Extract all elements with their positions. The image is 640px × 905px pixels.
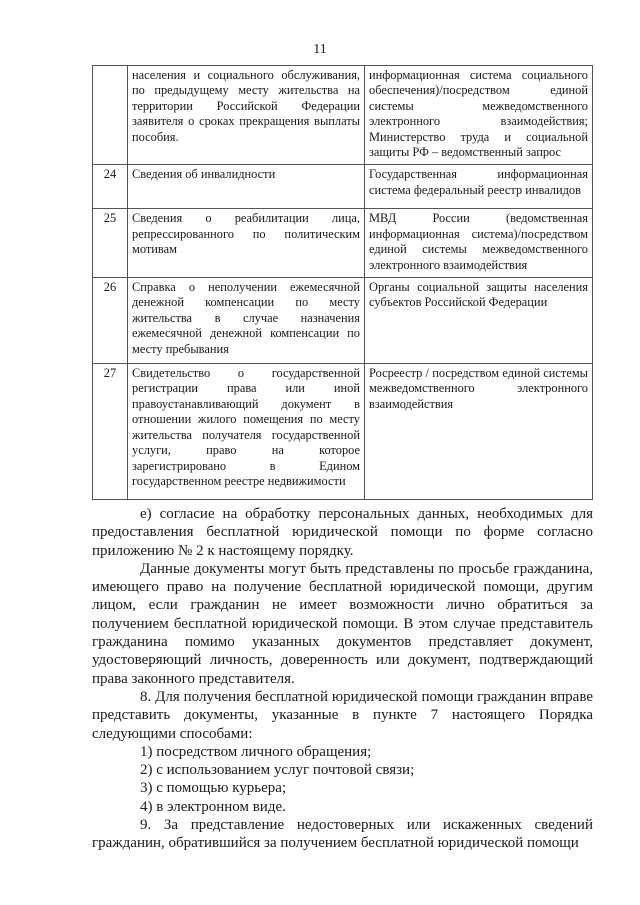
table-row [93,278,593,364]
table-row [93,209,593,278]
documents-table [92,65,593,500]
document-source: информационная система социального обеспечения)/посредством единой системы межведомственного электронного взаимодействия; Министерство труда и социальной защиты РФ – ведомственный запрос [365,66,593,165]
table-row [93,364,593,500]
table-row [93,66,593,165]
document-name: Сведения о реабилитации лица, репрессированного по политическим мотивам [128,209,365,278]
document-source: МВД России (ведомственная информационная система)/посредством единой системы межведомственного электронного взаимодействия [365,209,593,278]
document-name: Свидетельство о государственной регистрации права или иной правоустанавливающий документ в отношении жилого помещения по месту жительства получателя государственной услуги, право на которое зарегистрировано в Едином государственном реестре недвижимости [128,364,365,500]
consent-paragraph: е) согласие на обработку персональных данных, необходимых для предоставления бесплатной юридической помощи по форме согласно приложению № 2 к настоящему порядку. [92,506,593,559]
list-item: 3) с помощью курьера; [140,780,287,797]
list-item: 1) посредством личного обращения; [140,743,372,760]
row-number [93,66,128,165]
list-item: 4) в электронном виде. [140,798,286,815]
page-number: 11 [313,42,327,57]
list-item: 2) с использованием услуг почтовой связи; [140,762,415,779]
document-name: населения и социального обслуживания, по предыдущему месту жительства на территории Российской Федерации заявителя о сроках прекращения выплаты пособия. [128,66,365,165]
liability-paragraph: 9. За представление недостоверных или искаженных сведений гражданин, обратившийся за получением бесплатной юридической помощи [92,817,593,852]
document-source: Государственная информационная система федеральный реестр инвалидов [365,165,593,209]
body-text [92,505,593,853]
document-source: Росреестр / посредством единой системы межведомственного электронного взаимодействия [365,364,593,500]
table-row [93,165,593,209]
document-source: Органы социальной защиты населения субъектов Российской Федерации [365,278,593,364]
row-number: 25 [93,209,128,278]
row-number: 24 [93,165,128,209]
row-number: 26 [93,278,128,364]
document-name: Справка о неполучении ежемесячной денежной компенсации по месту жительства в случае назначения ежемесячной денежной компенсации по месту пребывания [128,278,365,364]
submission-paragraph: 8. Для получения бесплатной юридической помощи гражданин вправе представить документы, указанные в пункте 7 настоящего Порядка следующими способами: [92,688,593,742]
representative-paragraph: Данные документы могут быть представлены по просьбе гражданина, имеющего право на получение бесплатной юридической помощи, другим лицом, если гражданин не имеет возможности лично обратиться за получением бесплатной юридической помощи. В этом случае представитель гражданина помимо указанных документов представляет документ, удостоверяющий личность, доверенность или документ, подтверждающий права законного представителя. [92,560,593,687]
document-name: Сведения об инвалидности [128,165,365,209]
row-number: 27 [93,364,128,500]
